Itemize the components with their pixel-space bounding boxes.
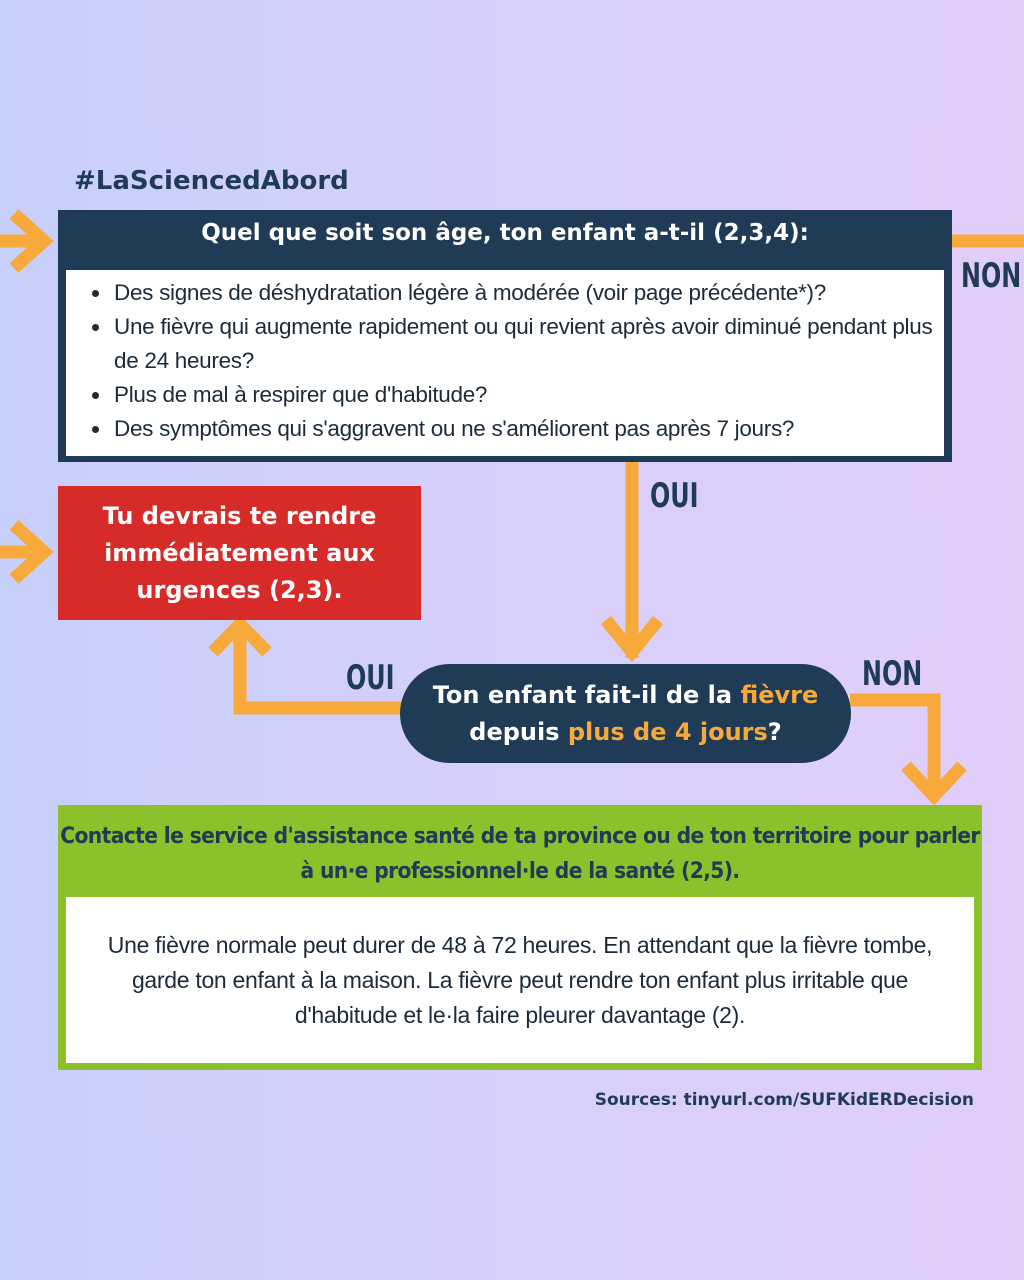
fever-question-pill — [400, 664, 851, 763]
sources-link[interactable]: Sources: tinyurl.com/SUFKidERDecision — [594, 1090, 974, 1110]
label-non-top: NON — [961, 256, 1022, 296]
fever-question-text: depuis — [469, 717, 568, 746]
fever-question-text: Ton enfant fait-il de la — [432, 680, 741, 709]
contact-body-panel — [66, 897, 974, 1063]
label-non-right: NON — [862, 654, 923, 694]
criteria-item: • Des symptômes qui s'aggravent ou ne s'améliorent pas après 7 jours? — [112, 412, 944, 446]
emergency-box — [58, 486, 421, 620]
criteria-item: • Des signes de déshydratation légère à modérée (voir page précédente*)? — [112, 276, 944, 310]
contact-title: Contacte le service d'assistance santé de ta province ou de ton territoire pour parler à un·e professionnel·le de la santé (2,5). — [60, 823, 980, 884]
fever-question-line2 — [469, 714, 781, 751]
question-box — [58, 210, 952, 462]
contact-box — [58, 805, 982, 1070]
emergency-text: Tu devrais te rendre immédiatement aux urgences (2,3). — [102, 501, 377, 604]
criteria-item: • Une fièvre qui augmente rapidement ou qui revient après avoir diminué pendant plus de 24 heures? — [112, 310, 944, 378]
label-oui-top: OUI — [650, 476, 699, 516]
hashtag: #LaSciencedAbord — [74, 166, 349, 196]
question-title: Quel que soit son âge, ton enfant a-t-il (2,3,4): — [201, 220, 809, 246]
fever-highlight: fièvre — [740, 680, 819, 709]
question-criteria-panel — [66, 270, 944, 456]
fever-question-line1 — [433, 677, 819, 714]
contact-body-text: Une fièvre normale peut durer de 48 à 72 heures. En attendant que la fièvre tombe, garde ton enfant à la maison. La fièvre peut rendre ton enfant plus irritable que d'habitude et le·la faire pleurer davantage (2). — [107, 931, 933, 1028]
label-oui-left: OUI — [346, 658, 395, 698]
criteria-item: • Plus de mal à respirer que d'habitude? — [112, 378, 944, 412]
fever-question-mark: ? — [767, 717, 782, 746]
duration-highlight: plus de 4 jours — [567, 717, 768, 746]
criteria-list — [66, 270, 944, 446]
